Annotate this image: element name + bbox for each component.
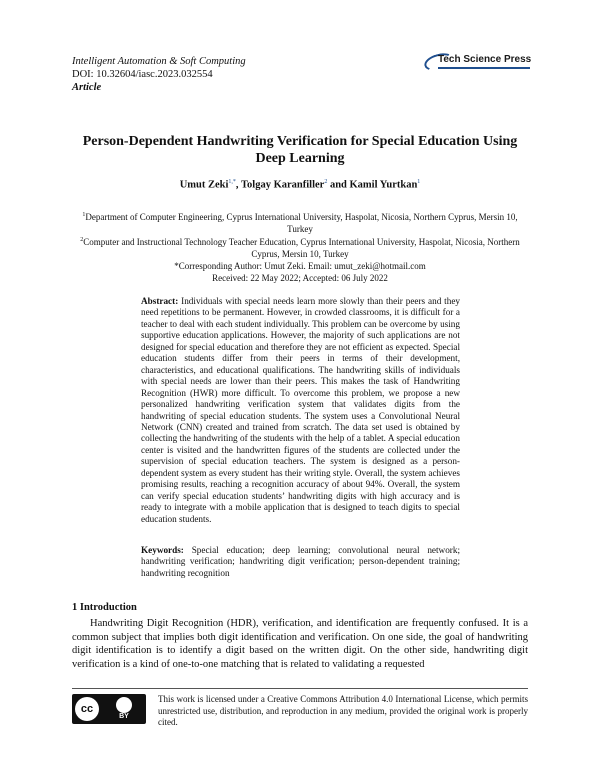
author-affil-mark: 2 bbox=[324, 179, 328, 185]
author-affil-mark: 1,* bbox=[228, 179, 236, 185]
section-heading: 1 Introduction bbox=[72, 602, 137, 613]
corresponding-author: *Corresponding Author: Umut Zeki. Email: umut_zeki@hotmail.com bbox=[174, 261, 426, 271]
cc-by-badge bbox=[72, 694, 146, 724]
license-text: This work is licensed under a Creative Commons Attribution 4.0 International License, which permits unrestricted use, distribution, and reproduction in any medium, provided the original work is properly cited. bbox=[158, 694, 528, 727]
cc-icon: cc bbox=[75, 697, 99, 721]
footer-divider bbox=[72, 688, 528, 689]
logo-underline bbox=[438, 67, 530, 69]
paper-title: Person-Dependent Handwriting Verification for Special Education Using Deep Learning bbox=[82, 134, 518, 166]
keywords bbox=[141, 545, 460, 579]
body-paragraph: Handwriting Digit Recognition (HDR), verification, and identification are frequently confused. It is a common subject that implies both digit identification and verification. On one side, the goal of handwriting digit identification is to identify a digit based on the written digit. On the other side, handwriting digit verification is a kind of one-to-one matching that is related to validating a requested bbox=[72, 618, 528, 670]
author-name: Umut Zeki bbox=[179, 179, 229, 191]
keywords-label: Keywords: bbox=[141, 545, 184, 555]
author-name: Kamil Yurtkan bbox=[349, 179, 418, 191]
keywords-text: Special education; deep learning; convolutional neural network; handwriting verification; handwriting digit verification; person-dependent training; handwriting recognition bbox=[141, 545, 460, 578]
author-name: Tolgay Karanfiller bbox=[240, 179, 325, 191]
affiliations bbox=[72, 210, 528, 284]
journal-name: Intelligent Automation & Soft Computing bbox=[72, 56, 246, 67]
article-type: Article bbox=[72, 82, 102, 93]
received-accepted-dates: Received: 22 May 2022; Accepted: 06 July 2022 bbox=[212, 272, 388, 283]
by-label: BY bbox=[119, 713, 129, 720]
publisher-name: Tech Science Press bbox=[438, 54, 532, 65]
author-list: Umut Zeki$^{1,*}$, Tolgay Karanfiller$^2$ and Kamil Yurtkan$^1$ bbox=[179, 179, 421, 191]
attribution-person-icon bbox=[116, 697, 132, 713]
affiliation-2: $^2$Computer and Instructional Technology Teacher Education, Cyprus International University, Haspolat, Nicosia, Northern Cyprus, Mersin 10, Turkey bbox=[80, 237, 520, 259]
abstract-text: Individuals with special needs learn more slowly than their peers and they need repetitions to be permanent. However, in crowded classrooms, it is difficult for a teacher to deal with each student individually. This problem can be overcome by using supportive education applications. However, the majority of such applications are not designed for special education and therefore they are not efficient as expected. Special education students differ from their peers in terms of their development, characteristics, and educational qualifications. The handwriting skills of individuals with special needs are lower than their peers. This makes the task of Handwriting Recognition (HWR) more difficult. To overcome this problem, we propose a new personalized handwriting verification system that validates digits from the handwriting of special education students. The system uses a Convolutional Neural Network (CNN) created and trained from scratch. The data set used is obtained by collecting the handwriting of the students with the help of a tablet. A special education center is visited and the handwritten figures of the students are collected under the supervision of special education teachers. The system is designed as a person-dependent system as every student has their writing style. Overall, the system achieves promising results, reaching a recognition accuracy of about 94%. Overall, the system can verify special education students’ handwriting digits with high accuracy and is ready to integrate with a mobile application that is designed to teach digits to special education students. bbox=[141, 296, 461, 524]
doi: DOI: 10.32604/iasc.2023.032554 bbox=[72, 69, 213, 80]
publisher-logo bbox=[424, 52, 530, 70]
author-affil-mark: 1 bbox=[417, 179, 421, 185]
abstract bbox=[141, 296, 460, 525]
affiliation-1: $^1$Department of Computer Engineering, Cyprus International University, Haspolat, Nicosia, Northern Cyprus, Mersin 10, Turkey bbox=[82, 212, 518, 234]
abstract-label: Abstract: bbox=[141, 296, 179, 306]
